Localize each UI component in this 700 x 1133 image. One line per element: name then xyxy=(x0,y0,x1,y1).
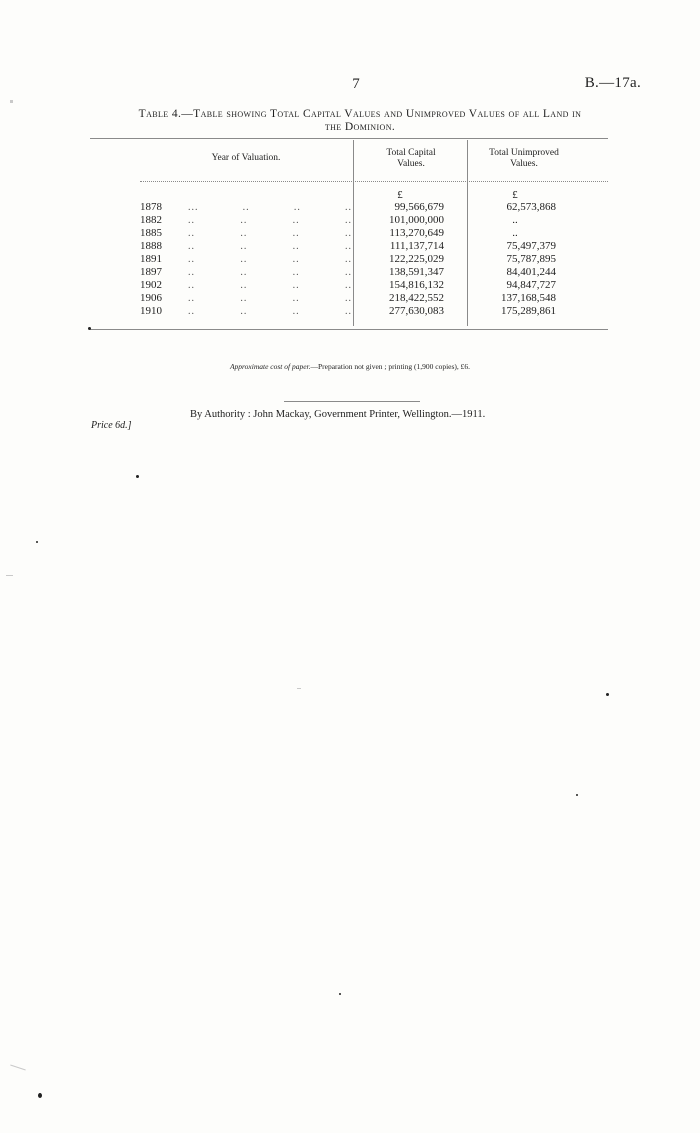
capital-value-cell: 218,422,552 xyxy=(389,292,444,304)
caption-line-1: Table 4.—Table showing Total Capital Values and Unimproved Values of all Land in xyxy=(138,108,582,120)
unimproved-value-cell: 75,787,895 xyxy=(506,253,556,265)
page-number: 7 xyxy=(352,76,360,92)
scan-speck xyxy=(88,327,91,330)
table-bottom-rule xyxy=(90,329,608,330)
unimproved-value-cell: 84,401,244 xyxy=(506,266,556,278)
capital-value-cell: 99,566,679 xyxy=(394,201,444,213)
capital-value-cell: 113,270,649 xyxy=(389,227,444,239)
unimproved-value-cell: 175,289,861 xyxy=(501,305,556,317)
capital-value-cell: 277,630,083 xyxy=(389,305,444,317)
year-cell: 1906 xyxy=(140,292,162,304)
scan-mark xyxy=(297,688,301,689)
capital-value-cell: 101,000,000 xyxy=(389,214,444,226)
leader-dots: .. .. .. .. xyxy=(188,228,352,239)
year-cell: 1891 xyxy=(140,253,162,265)
unimproved-value-cell: 62,573,868 xyxy=(506,201,556,213)
leader-dots: .. .. .. .. xyxy=(188,306,352,317)
leader-dots: .. .. .. .. xyxy=(188,241,352,252)
scan-speck xyxy=(576,794,578,796)
leader-dots: .. .. .. .. xyxy=(188,215,352,226)
capital-value-cell: 138,591,347 xyxy=(389,266,444,278)
capital-value-cell: 122,225,029 xyxy=(389,253,444,265)
year-column-header: Year of Valuation. xyxy=(211,153,281,163)
column-divider-1 xyxy=(353,140,354,326)
year-cell: 1885 xyxy=(140,227,162,239)
year-cell: 1902 xyxy=(140,279,162,291)
unimproved-currency: £ xyxy=(512,189,518,201)
unimproved-value-cell: 137,168,548 xyxy=(501,292,556,304)
unimproved-value-cell: .. xyxy=(512,227,518,239)
unimproved-column-header: Total Unimproved Values. xyxy=(489,148,559,169)
capital-column-header: Total Capital Values. xyxy=(386,148,436,169)
caption-line-2: the Dominion. xyxy=(324,121,396,133)
leader-dots: .. .. .. .. xyxy=(188,267,352,278)
capital-value-cell: 111,137,714 xyxy=(389,240,444,252)
document-reference: B.—17a. xyxy=(584,75,641,91)
column-divider-2 xyxy=(467,140,468,326)
capital-value-cell: 154,816,132 xyxy=(389,279,444,291)
scan-speck xyxy=(36,541,38,543)
footnote-text: —Preparation not given ; printing (1,900 copies), £6. xyxy=(310,362,471,371)
unimproved-value-cell: 94,847,727 xyxy=(506,279,556,291)
unimproved-value-cell: 75,497,379 xyxy=(506,240,556,252)
capital-currency: £ xyxy=(397,189,403,201)
imprint-rule xyxy=(284,401,420,402)
scan-speck xyxy=(136,475,139,478)
unimproved-value-cell: .. xyxy=(512,214,518,226)
leader-dots: .. .. .. .. xyxy=(188,293,352,304)
leader-dots: .. .. .. .. xyxy=(188,254,352,265)
scan-speck xyxy=(606,693,609,696)
header-bottom-rule xyxy=(140,181,608,182)
table-top-rule xyxy=(90,138,608,139)
scan-speck xyxy=(339,993,341,995)
scan-mark xyxy=(10,1065,26,1071)
year-cell: 1897 xyxy=(140,266,162,278)
printer-authority: By Authority : John Mackay, Government Printer, Wellington.—1911. xyxy=(190,409,486,420)
leader-dots: .. .. .. .. xyxy=(188,280,352,291)
scan-mark xyxy=(10,100,13,103)
footnote-label: Approximate cost of paper. xyxy=(229,362,311,371)
table-caption xyxy=(88,108,632,134)
year-cell: 1910 xyxy=(140,305,162,317)
year-cell: 1888 xyxy=(140,240,162,252)
scan-mark xyxy=(6,575,13,576)
scan-speck xyxy=(38,1093,42,1098)
cost-footnote xyxy=(0,362,700,371)
leader-dots: ... .. .. .. xyxy=(188,202,352,213)
year-cell: 1882 xyxy=(140,214,162,226)
year-cell: 1878 xyxy=(140,201,162,213)
price-label: Price 6d.] xyxy=(91,420,132,431)
